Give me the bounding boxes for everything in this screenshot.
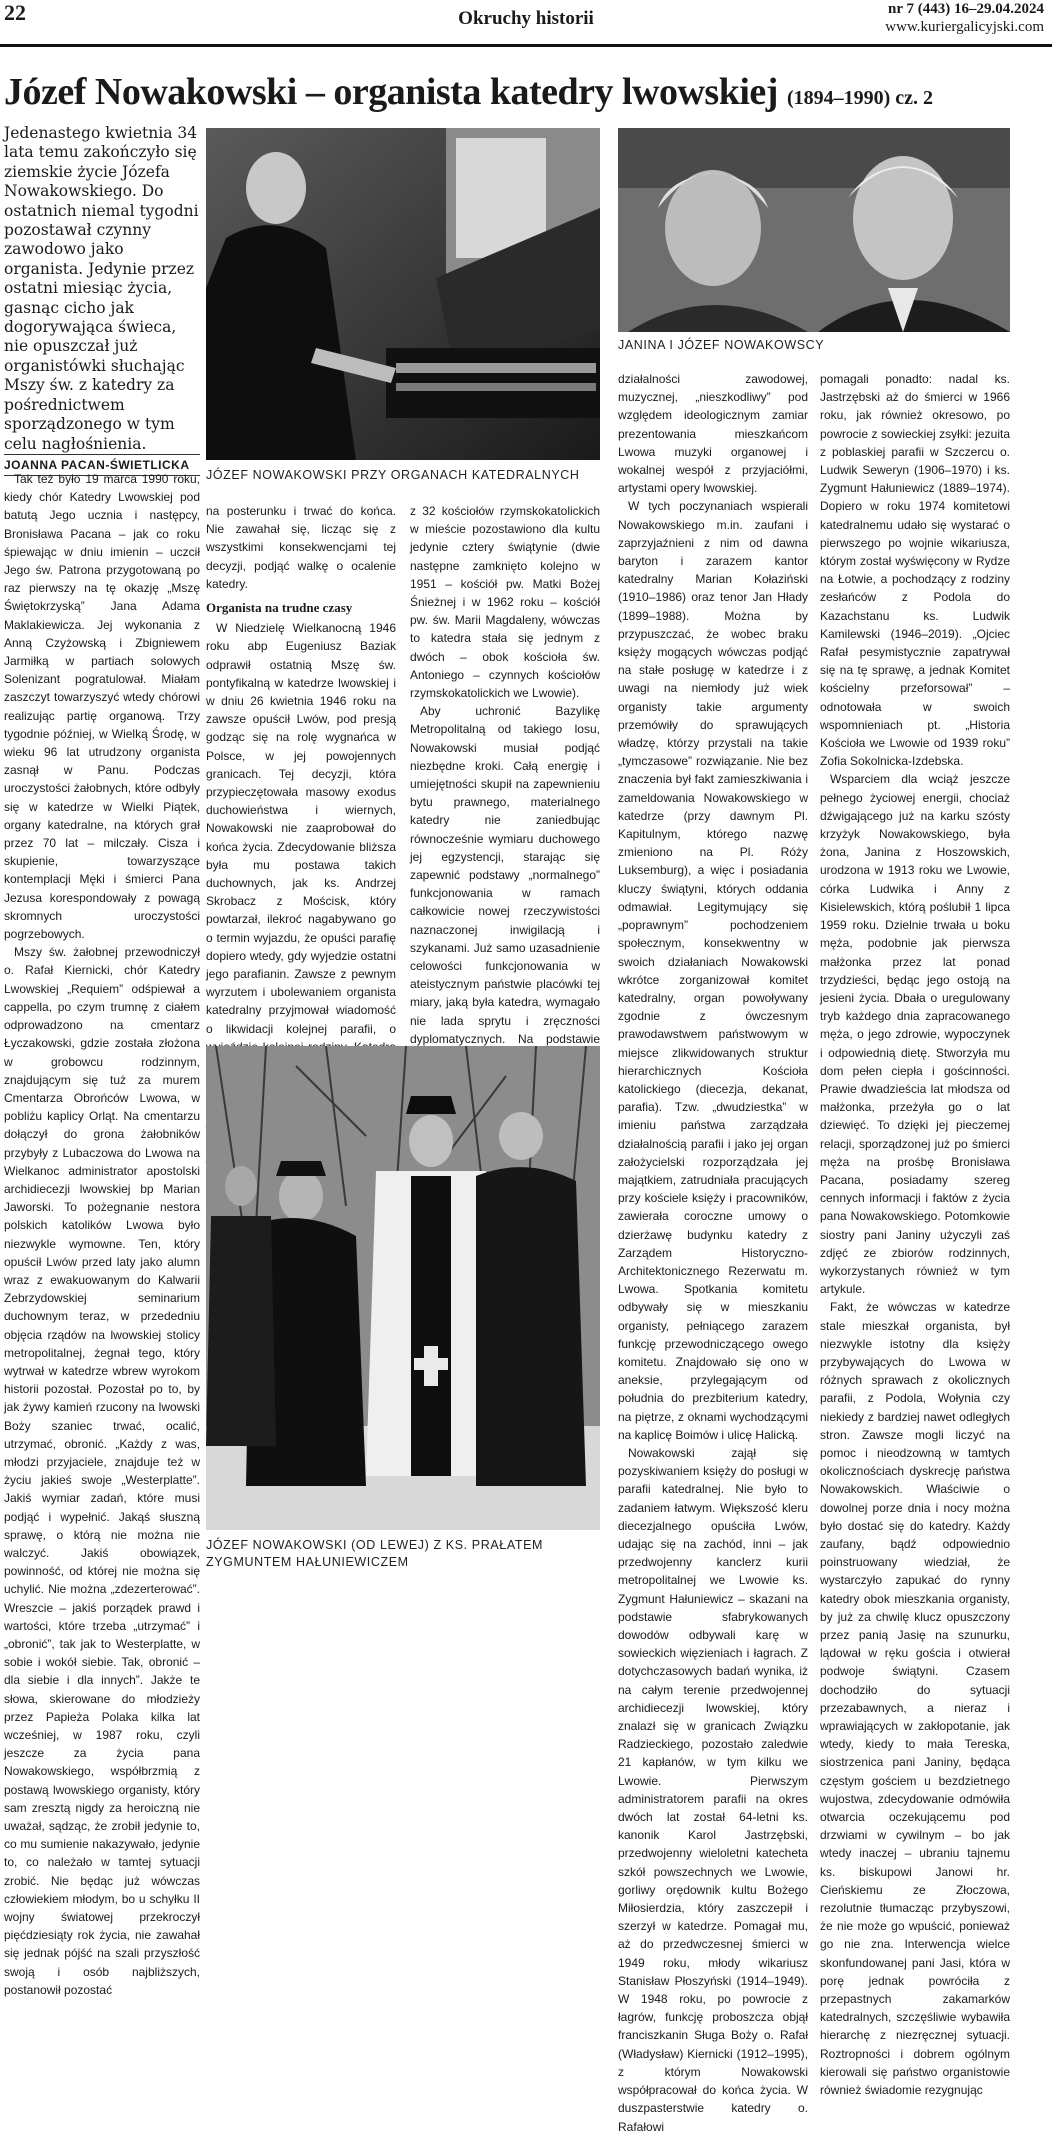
article-title-main: Józef Nowakowski – organista katedry lwowskiej	[4, 71, 778, 113]
paragraph: Mszy św. żałobnej przewodniczył o. Rafał Kiernicki, chór Katedry Lwowskiej „Requiem” odśpiewał a cappella, po czym trumnę z ciałem odprowadzono na cmentarz Łyczakowski, gdzie została złożona w grobowcu rodzinnym, znajdującym się tuż za murem Cmentarza Obrońców Lwowa, w pobliżu kaplicy Orląt. Na cmentarzu dołączył do grona żałobników przybyły z Lubaczowa do Lwowa na Wielkanoc administrator apostolski archidiecezji lwowskiej bp Marian Jaworski. To pożegnanie nestora polskich katolików Lwowa było niezwykle wymowne. Ten, który opuścił Lwów przed laty jako alumn wraz z ewakuowanym do Kalwarii Zebrzydowskiej seminarium duchownym teraz, w przededniu objęcia rządów na lwowskiej stolicy metropolitalnej, żegnał tego, który wytrwał w katedrze wbrew wyrokom historii pozostał. Pozostał po to, by jak żywy kamień rzucony na lwowski Boży szaniec trwać, ocalić, utrzymać, obronić. „Każdy z was, młodzi przyjaciele, znajduje też w życiu jakieś swoje „Westerplatte”. Jakiś wymiar zadań, które musi podjąć i wypełnić. Jakąś słuszną sprawę, o którą nie można nie walczyć. Jakiś obowiązek, powinność, od której nie można się uchylić. Nie można „zdezerterować”. Wreszcie – jakiś porządek prawd i wartości, które trzeba „utrzymać” i „obronić”, tak jak to Westerplatte, w sobie i wokół siebie. Tak, obronić – dla siebie i dla innych”. Jakże te słowa, skierowane do młodzieży przez Papieża Polaka kilka lat wcześniej, w 1987 roku, czyli jeszcze za życia pana Nowakowskiego, współbrzmią z postawą lwowskiego organisty, który sam zresztą nigdy za heroiczną nie uważał, sądząc, że zrobił jedynie to, co mu sumienie nakazywało, jedynie to, co należało w tamtej sytuacji zrobić. Nie będąc już wówczas człowiekiem młodym, bo u schyłku II wojny światowej przekroczył pięćdziesiąty rok życia, nie zawahał się jednak pójść na szali przyszłość swoją i osób najbliższych, postanowił pozostać	[4, 945, 200, 1997]
photo-couple	[618, 128, 1010, 332]
section-title: Okruchy historii	[458, 8, 594, 29]
caption-organ: JÓZEF NOWAKOWSKI PRZY ORGANACH KATEDRALNYCH	[206, 468, 580, 482]
page-header	[0, 0, 1052, 47]
text-column-4	[618, 370, 808, 2134]
couple-photo-image	[618, 128, 1010, 332]
article-author: JOANNA PACAN-ŚWIETLICKA	[4, 454, 200, 476]
text-column-2	[206, 502, 396, 1044]
paragraph: Aby uchronić Bazylikę Metropolitalną od takiego losu, Nowakowski musiał podjąć niezbędne kroki. Całą energię i umiejętności skupił na zapewnieniu bytu prawnego, materialnego katedry nie zaniedbując równocześnie wymiaru duchowego jej egzystencji, starając się zapewnić podstawy „normalnego” funkcjonowania w ramach całkowicie nowej rzeczywistości naznaczonej inwigilacją i szykanami. Już samo uzasadnienie celowości funkcjonowania w ateistycznym państwie placówki tej miary, jaką była katedra, wymagało nie lada sprytu i zręczności dyplomatycznych. Na podstawie	[410, 704, 600, 1046]
procession-photo-image	[206, 1046, 600, 1530]
organist-photo-image	[206, 128, 600, 460]
caption-procession: JÓZEF NOWAKOWSKI (OD LEWEJ) Z KS. PRAŁATEM ZYGMUNTEM HAŁUNIEWICZEM	[206, 1538, 544, 1569]
text-column-1	[4, 470, 200, 1997]
text-column-5	[820, 370, 1010, 2098]
paragraph: Tak też było 19 marca 1990 roku, kiedy chór Katedry Lwowskiej pod batutą Jego ucznia i następcy, Bronisława Pacana – jak co roku śpiewając w dniu imienin – uczcił Jego św. Patrona przygotowaną po raz pierwszy na tę okazję „Mszę Świętokrzyską” Jana Adama Maklakiewicza. Jej wykonania z Anną Czyżowską i Zbigniewem Jarmiłką w partiach solowych Solenizant pogratulował. Miałam zaszczyt towarzyszyć wtedy chórowi realizując partię organową. Trzy tygodnie później, w Wielką Środę, w wieku 96 lat utrudzony organista zasnął w Panu. Podczas uroczystości żałobnych, które odbyły się w katedrze w Wielki Piątek, organy katedralne, na których grał przez 70 lat – milczały. Cisza i skupienie, towarzyszące kontemplacji Męki i śmierci Pana Jezusa korespondowały z powagą skromnych uroczystości pogrzebowych.	[4, 472, 200, 942]
paragraph: Wsparciem dla wciąż jeszcze pełnego życiowej energii, chociaż dźwigającego już na karku szósty krzyżyk Nowakowskiego, była żona, Janina z Hoszowskich, urodzona w 1913 roku we Lwowie, córka Ludwika i Anny z Kisielewskich, którą poślubił 1 lipca 1959 roku. Dzielnie trwała u boku męża, podobnie jak pierwsza małżonka przez lat ponad trzydzieści, będąc jego ostoją na jesieni życia. Dbała o uregulowany tryb każdego dnia zapracowanego męża, o jego zdrowie, wypoczynek i odpowiednią dietę. Stworzyła mu dom pełen ciepła i gościnności. Prawie dwadzieścia lat młodsza od małżonka, przeżyła go o lat dziewięć. To dzięki jej pieczemej relacji, sporządzonej już po śmierci męża na prośbę Bronisława Pacana, posiadamy szereg cennych informacji i faktów z życia pana Nowakowskiego. Potomkowie siostry pani Janiny użyczyli zaś zdjęć ze zbiorów rodzinnych, wykorzystanych również w tym artykule.	[820, 772, 1010, 1297]
photo-organ	[206, 128, 600, 460]
paragraph: W Niedzielę Wielkanocną 1946 roku abp Eugeniusz Baziak odprawił ostatnią Mszę św. pontyfikalną w katedrze lwowskiej i w dniu 26 kwietnia 1946 roku na zawsze opuścił Lwów, pod presją godząc się na rolę wygnańca w Polsce, w jej powojennych granicach. Tej decyzji, która przypieczętowała masowy exodus duchowieństwa i wiernych, Nowakowski nie zaaprobował do końca życia. Zdecydowanie bliższa była mu postawa takich duchownych, jak ks. Andrzej Skrobacz z Mościsk, który powtarzał, ilekroć nagabywano go o termin wyjazdu, że opuści parafię dopiero wtedy, gdy wyjedzie ostatni jego parafianin. Zawsze z pewnym wyrzutem i ubolewaniem organista katedralny przyjmował wiadomość o likwidacji kolejnej parafii, o	[206, 621, 396, 1036]
paragraph: W tych poczynaniach wspierali Nowakowskiego m.in. zaufani i zaprzyjaźnieni z nim od dawna baryton i zarazem kantor katedralny Marian Kołaziński (1910–1986) oraz tenor Jan Hłady (1899–1988). Można by przypuszczać, że wobec braku księży mogących wówczas podjąć na stałe posługę w katedrze i z uwagi na niemłody już wiek organisty takie argumenty przemówiły do sprawujących władzę, którzy przystali na takie „tymczasowe” rozwiązanie. Nie bez znaczenia był fakt zamieszkiwania i zameldowania Nowakowskiego w katedrze (przy dawnym Pl. Kapitulnym, którego nazwę zmieniono na Pl. Róży Luksemburg), a więc i posiadania kluczy świątyni, których oddania odmawiał. Legitymujący się „poprawnym” pochodzeniem społecznym, konsekwentny w swoich działaniach Nowakowski wkrótce zorganizował komitet katedralny, organ powoływany zgodnie z ówczesnym prawodawstwem państwowym w miejsce zlikwidowanych struktur hierarchicznych Kościoła katolickiego (diecezja, dekanat, parafia). Tzw. „dwudziestka” w imieniu państwa zarządzała działalnością parafii i jako jej organ założycielski rozporządzała jej majątkiem, zatrudniała pracujących przy kościele księży i pracowników, zawierała coroczne umowy o dzierżawę budynku katedry z Zarządem Historyczno-Architektonicznego Rezerwatu m. Lwowa. Spotkania komitetu odbywały się w mieszkaniu organisty, pełniącego zarazem funkcję przewodniczącego owego komitetu. Znajdowało się ono w aneksie, przylegającym od południa do prezbiterium katedry, na piętrze, z oknami wychodzącymi na kaplicę Boimów i ulicę Halicką.	[618, 499, 808, 1442]
paragraph: pomagali ponadto: nadal ks. Jastrzębski aż do śmierci w 1966 roku, jak również okresowo, po powrocie z sowieckiej zsyłki: jezuita z poblaskiej parafii w Szczercu o. Ludwik Seweryn (1906–1970) i ks. Zygmunt Hałuniewicz (1889–1974). Dopiero w roku 1974 komitetowi katedralnemu udało się wystarać o pierwszego po wojnie wikariusza, którym został wyświęcony w Rydze na Łotwie, a pochodzący z rodziny zesłańców z Podola do Kazachstanu ks. Ludwik Kamilewski (1946–2019). „Ojciec Rafał pesymistycznie zapatrywał się na tę sprawę, a jednak Komitet kościelny przeforsował” – odnotowała w swoich wspomnieniach pt. „Historia Kościoła we Lwowie od 1939 roku” Zofia Sokolnicka-Izdebska.	[820, 372, 1010, 769]
paragraph: działalności zawodowej, muzycznej, „nieszkodliwy” pod względem ideologicznym zamiar prezentowania mieszkańcom Lwowa muzyki organowej i wokalnej wespół z przyjaciółmi, artystami opery lwowskiej.	[618, 372, 808, 496]
paragraph: Nowakowski zajął się pozyskiwaniem księży do posługi w parafii katedralnej. Nie było to zadaniem łatwym. Większość kleru diecezjalnego opuściła Lwów, udając się na zachód, inni – jak przedwojenny kanclerz kurii metropolitalnej we Lwowie ks. Zygmunt Hałuniewicz – skazani na podstawie sfabrykowanych dowodów odbywali karę w sowieckich więzieniach i łagrach. Z dotychczasowych badań wynika, iż na całym terenie przedwojennej archidiecezji lwowskiej, który znalazł się w granicach Związku Radzieckiego, pozostało zaledwie 21 kapłanów, w tym kilku we Lwowie. Pierwszym administratorem parafii na okres dwóch lat został 64-letni ks. kanonik Karol Jastrzębski, przedwojenny wieloletni katecheta szkół powszechnych we Lwowie, gorliwy orędownik kultu Bożego Miłosierdzia, który zaszczepił i szerzył w katedrze. Pomagał mu, aż do przedwczesnej śmierci w 1949 roku, młody wikariusz Stanisław Płoszyński (1914–1949). W 1948 roku, po powrocie z łagrów, funkcję proboszcza objął franciszkanin Sługa Boży o. Rafał (Władysław) Kiernicki (1912–1995), z którym Nowakowski współpracował do końca życia. W duszpasterstwie katedry o. Rafałowi	[618, 1445, 808, 2134]
issue-number: nr 7 (443) 16–29.04.2024	[888, 1, 1044, 17]
article-title-suffix: (1894–1990) cz. 2	[786, 87, 934, 109]
section-heading: Organista na trudne czasy	[206, 600, 353, 616]
caption-couple: JANINA I JÓZEF NOWAKOWSCY	[618, 338, 825, 352]
paragraph: na posterunku i trwać do końca. Nie zawahał się, licząc się z wszystkimi konsekwencjami tej decyzji, podjąć walkę o ocalenie katedry.	[206, 504, 396, 591]
article-lead: Jedenastego kwietnia 34 lata temu zakończyło się ziemskie życie Józefa Nowakowskiego. Do ostatnich niemal tygodni pozostawał czynny zawodowo jako organista. Jedynie przez ostatni miesiąc życia, gasnąc cicho jak dogorywająca świeca, nie opuszczał już organistówki słuchając Mszy św. z katedry za pośrednictwem sporządzonego w tym celu nagłośnienia.	[4, 124, 199, 453]
page-number: 22	[4, 0, 26, 25]
text-column-3	[410, 502, 600, 1044]
paragraph: z 32 kościołów rzymskokatolickich w mieście pozostawiono dla kultu jedynie cztery świątynie (dwie następne zamknięto kolejno w 1951 – kościół pw. Matki Bożej Śnieżnej i w 1962 roku – kościół pw. św. Marii Magdaleny, wówczas to katedra stała się jednym z dwóch – obok kościoła św. Antoniego – czynnych kościołów rzymskokatolickich we Lwowie).	[410, 504, 600, 701]
paragraph: Fakt, że wówczas w katedrze stale mieszkał organista, był niezwykle istotny dla księży przybywających do Lwowa w różnych sprawach z okolicznych parafii, z Podola, Wołynia czy niekiedy z bardziej nawet odległych stron. Zawsze mogli liczyć na pomoc i nieodzowną w tamtych okolicznościach dyskrecję państwa Nowakowskich. Właściwie o dowolnej porze dnia i nocy można było dostać się do katedry. Każdy zaufany, bądź odpowiednio poinstruowany wiedział, że wystarczyło zapukać do rynny katedry obok mieszkania organisty, by już za chwilę klucz opuszczony przez panią Jasię na szunurku, lądował w ręku gościa i otwierał podwoje świątyni. Czasem dochodziło do sytuacji przezabawnych, a nieraz i wprawiających w zakłopotanie, jak wtedy, kiedy to mała Tereska, siostrzenica pani Janiny, będąca częstym gościem u bezdzietnego wujostwa, zdecydowanie odmówiła otwarcia oczekującemu pod drzwiami w cywilnym – bo jak wtedy inaczej – ubraniu tajnemu ks. biskupowi Janowi hr. Cieńskiemu ze Złoczowa, rezolutnie tłumacząc przybyszowi, że nie może go wpuścić, ponieważ go nie zna. Interwencja wielce skonfundowanej pani Jasi, która w porę jednak powróciła z przepastnych zakamarków katedralnych, szczęśliwie wybawiła hierarchę z niezręcznej sytuacji. Roztropności i dobrem ogólnym kierowali się państwo organistowie również świadomie rezygnując	[820, 1300, 1010, 2098]
website-link[interactable]: www.kuriergalicyjski.com	[885, 19, 1044, 35]
article-title	[4, 70, 1050, 114]
issue-info	[885, 0, 1044, 36]
photo-procession	[206, 1046, 600, 1530]
